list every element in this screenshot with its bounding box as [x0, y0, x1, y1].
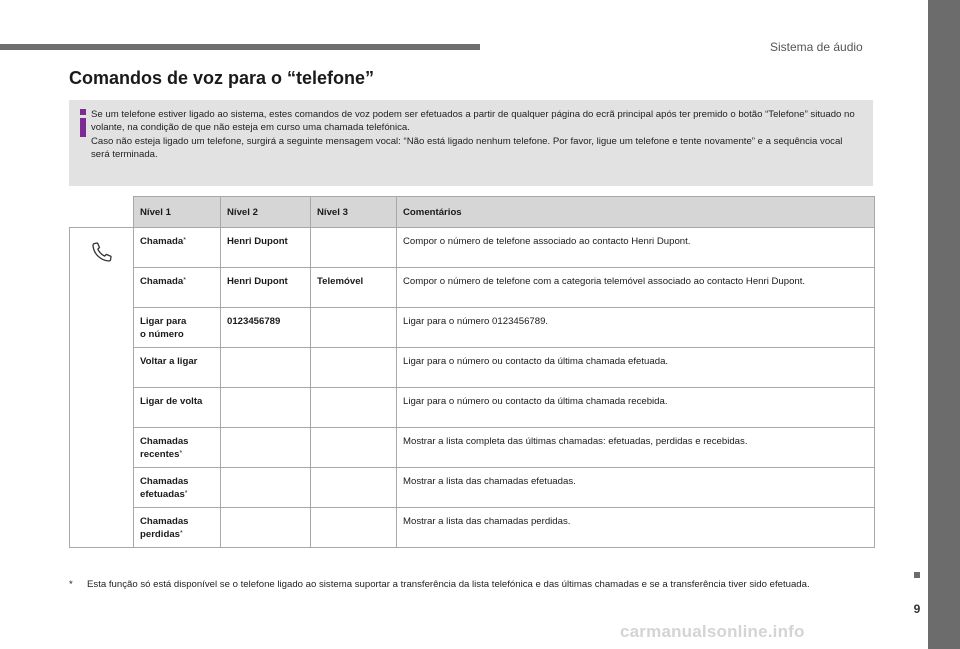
- table-row: [70, 428, 875, 468]
- row-level-3: Telemóvel: [311, 268, 397, 308]
- row-comment: Ligar para o número ou contacto da última chamada efetuada.: [397, 348, 875, 388]
- row-level-1: Chamadas efetuadas*: [134, 468, 221, 508]
- row-level-3: [311, 348, 397, 388]
- table-row: [70, 468, 875, 508]
- watermark: carmanualsonline.info: [620, 622, 805, 641]
- row-level-2: [221, 468, 311, 508]
- table-row: [70, 308, 875, 348]
- row-level-2: 0123456789: [221, 308, 311, 348]
- info-text: [91, 108, 859, 162]
- blank-header-cell: [70, 197, 134, 228]
- row-comment: Compor o número de telefone com a categoria telemóvel associado ao contacto Henri Dupont.: [397, 268, 875, 308]
- info-paragraph-1: Se um telefone estiver ligado ao sistema, estes comandos de voz podem ser efetuados a partir de qualquer página do ecrã principal após ter premido o botão “Telefone” situado no volante, na condição de que não esteja em curso uma chamada telefónica.: [91, 109, 855, 134]
- row-level-1: Ligar de volta: [134, 388, 221, 428]
- page-title: Comandos de voz para o “telefone”: [69, 68, 375, 88]
- footnote-mark: *: [69, 579, 73, 590]
- row-level-1: Voltar a ligar: [134, 348, 221, 388]
- section-label: Sistema de áudio: [770, 40, 863, 54]
- page-marker: [914, 572, 920, 578]
- row-level-1: Chamadas recentes*: [134, 428, 221, 468]
- header-rule: [0, 44, 480, 50]
- table-row: [70, 228, 875, 268]
- header-level-1: Nível 1: [134, 197, 221, 228]
- header-comments: Comentários: [397, 197, 875, 228]
- row-level-3: [311, 508, 397, 548]
- page-number: 9: [913, 602, 921, 616]
- row-comment: Mostrar a lista das chamadas perdidas.: [397, 508, 875, 548]
- table-header-row: [70, 197, 875, 228]
- row-comment: Compor o número de telefone associado ao contacto Henri Dupont.: [397, 228, 875, 268]
- header-level-3: Nível 3: [311, 197, 397, 228]
- info-box: [69, 100, 873, 186]
- row-level-2: [221, 508, 311, 548]
- row-comment: Ligar para o número ou contacto da última chamada recebida.: [397, 388, 875, 428]
- info-paragraph-2: Caso não esteja ligado um telefone, surgirá a seguinte mensagem vocal: “Não está ligado nenhum telefone. Por favor, ligue um telefone e tente novamente” e a sequência vocal será terminada.: [91, 135, 843, 161]
- footnote-text: Esta função só está disponível se o telefone ligado ao sistema suportar a transferência da lista telefónica e das últimas chamadas e se a transferência tiver sido efetuada.: [87, 579, 810, 590]
- row-level-1: Chamada*: [134, 268, 221, 308]
- row-level-3: [311, 468, 397, 508]
- table-row: [70, 508, 875, 548]
- phone-icon: [90, 240, 114, 264]
- row-level-3: [311, 428, 397, 468]
- table-row: [70, 388, 875, 428]
- header-level-2: Nível 2: [221, 197, 311, 228]
- phone-icon-cell: [70, 228, 134, 548]
- table-row: [70, 348, 875, 388]
- table-row: [70, 268, 875, 308]
- voice-commands-table: [69, 196, 875, 548]
- row-level-2: Henri Dupont: [221, 228, 311, 268]
- row-level-1: Ligar para o número: [134, 308, 221, 348]
- row-level-2: [221, 388, 311, 428]
- row-level-2: Henri Dupont: [221, 268, 311, 308]
- row-level-3: [311, 228, 397, 268]
- row-level-3: [311, 388, 397, 428]
- row-comment: Mostrar a lista completa das últimas chamadas: efetuadas, perdidas e recebidas.: [397, 428, 875, 468]
- row-comment: Mostrar a lista das chamadas efetuadas.: [397, 468, 875, 508]
- row-level-2: [221, 348, 311, 388]
- side-strip: [928, 0, 960, 649]
- row-level-2: [221, 428, 311, 468]
- row-level-1: Chamada*: [134, 228, 221, 268]
- row-comment: Ligar para o número 0123456789.: [397, 308, 875, 348]
- row-level-1: Chamadas perdidas*: [134, 508, 221, 548]
- row-level-3: [311, 308, 397, 348]
- info-icon: [75, 109, 91, 137]
